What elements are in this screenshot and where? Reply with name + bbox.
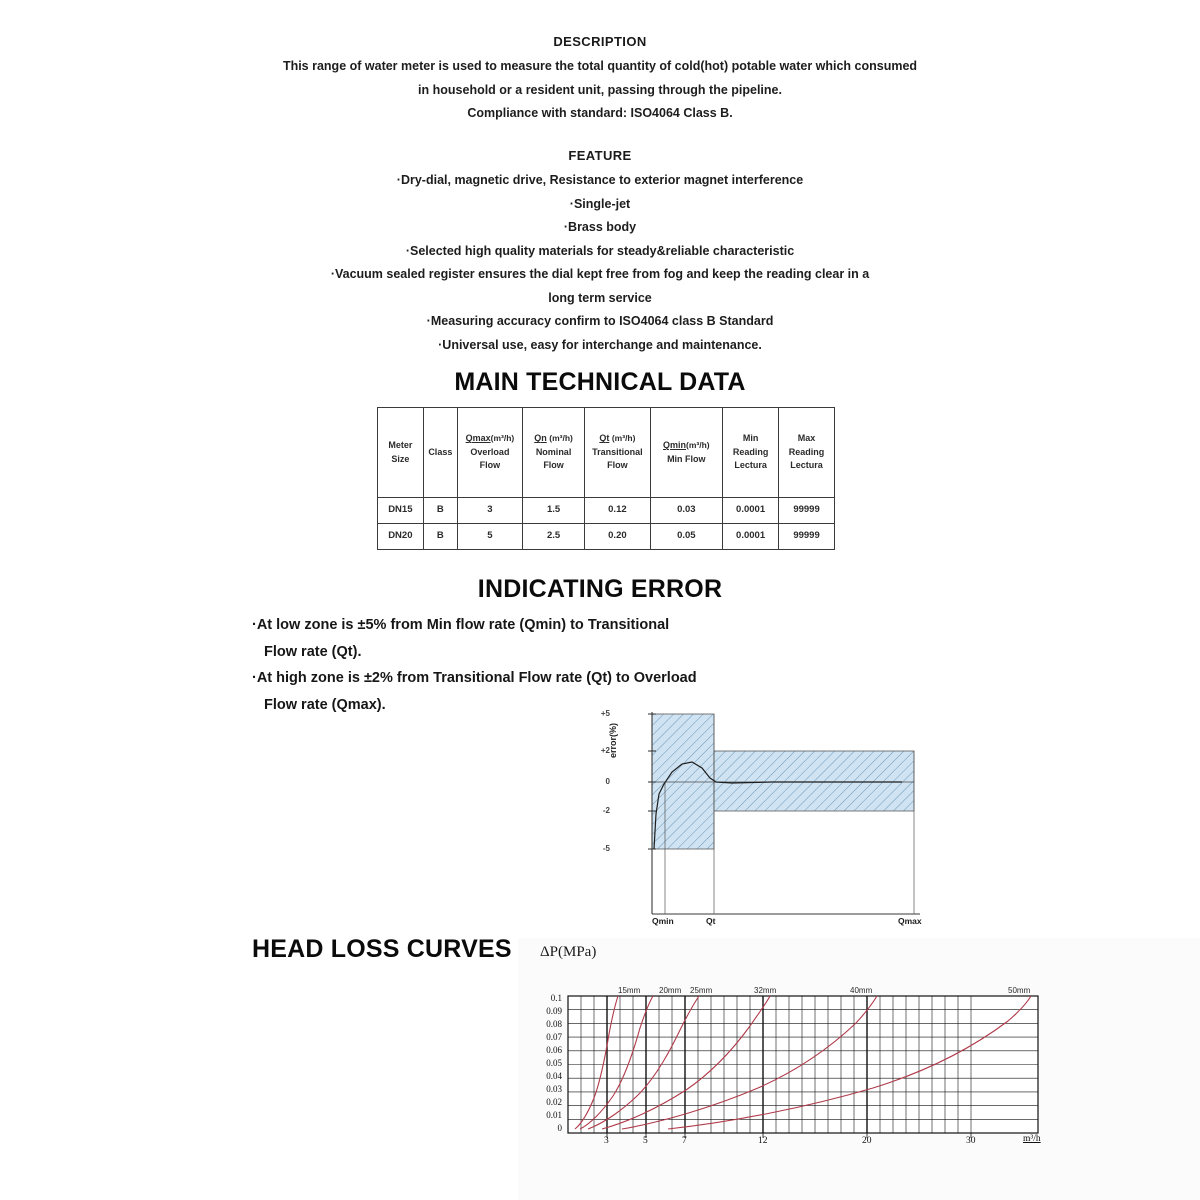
error-chart-svg bbox=[612, 706, 952, 938]
header-unit: (m³/h) bbox=[611, 433, 636, 444]
head-loss-top-label-32mm: 32mm bbox=[754, 986, 777, 995]
head-loss-curves-title: HEAD LOSS CURVES bbox=[252, 935, 512, 963]
head-loss-x-tick: 20 bbox=[862, 1136, 872, 1146]
head-loss-x-tick: 5 bbox=[643, 1136, 648, 1146]
head-loss-y-tick: 0.05 bbox=[546, 1058, 562, 1068]
description-line: Compliance with standard: ISO4064 Class B. bbox=[467, 106, 733, 120]
head-loss-y-tick: 0.1 bbox=[550, 993, 562, 1003]
main-technical-data-table bbox=[377, 407, 835, 550]
header-min-reading bbox=[723, 408, 779, 498]
head-loss-x-tick: 30 bbox=[966, 1136, 976, 1146]
cell-meter-size: DN20 bbox=[378, 524, 424, 550]
cell-qn: 2.5 bbox=[522, 524, 584, 550]
header-unit: (m³/h) bbox=[686, 440, 710, 450]
header-symbol: Qmax bbox=[465, 433, 491, 444]
header-line: Size bbox=[391, 453, 410, 464]
header-qmax bbox=[457, 408, 522, 498]
header-qmin bbox=[650, 408, 723, 498]
header-line: Min Flow bbox=[667, 453, 706, 464]
header-line: Nominal bbox=[535, 446, 572, 457]
feature-line: long term service bbox=[548, 290, 652, 305]
cell-max-reading: 99999 bbox=[779, 498, 835, 524]
cell-qmax: 5 bbox=[457, 524, 522, 550]
description-line: This range of water meter is used to measure the total quantity of cold(hot) potable water which consumed bbox=[282, 59, 918, 73]
header-line: Overload bbox=[470, 446, 510, 457]
error-chart-x-tick-qmax: Qmax bbox=[898, 916, 922, 926]
indicating-error-line: Flow rate (Qt). bbox=[264, 643, 362, 660]
head-loss-y-tick: 0.09 bbox=[546, 1006, 562, 1016]
indicating-error-chart bbox=[600, 706, 952, 938]
table-row bbox=[378, 524, 835, 550]
head-loss-x-axis-unit: m³/h bbox=[1023, 1134, 1041, 1144]
head-loss-chart-panel bbox=[518, 938, 1200, 1200]
head-loss-top-label-50mm: 50mm bbox=[1008, 986, 1031, 995]
low-zone-band bbox=[652, 714, 714, 849]
header-line: Min bbox=[742, 433, 759, 444]
cell-qt: 0.20 bbox=[585, 524, 650, 550]
head-loss-y-tick: 0.01 bbox=[546, 1110, 562, 1120]
head-loss-y-tick: 0.03 bbox=[546, 1084, 562, 1094]
high-zone-band bbox=[714, 751, 914, 811]
header-line: Class bbox=[428, 446, 453, 457]
head-loss-top-label-25mm: 25mm bbox=[690, 986, 713, 995]
cell-qmax: 3 bbox=[457, 498, 522, 524]
header-line: Meter bbox=[388, 440, 413, 450]
head-loss-y-axis-title: ΔP(MPa) bbox=[540, 944, 597, 960]
table-row bbox=[378, 498, 835, 524]
error-chart-y-axis-label: error(%) bbox=[608, 722, 618, 758]
table-header-row bbox=[378, 408, 835, 498]
description-heading: DESCRIPTION bbox=[553, 34, 647, 49]
feature-heading: FEATURE bbox=[568, 148, 632, 163]
main-technical-data-title: MAIN TECHNICAL DATA bbox=[454, 368, 746, 396]
header-unit: (m³/h) bbox=[490, 433, 515, 444]
head-loss-top-label-15mm: 15mm bbox=[618, 986, 641, 995]
header-symbol: Qmin bbox=[663, 440, 687, 450]
indicating-error-line: ·At high zone is ±2% from Transitional Flow rate (Qt) to Overload bbox=[252, 670, 697, 686]
header-qn bbox=[522, 408, 584, 498]
cell-meter-size: DN15 bbox=[378, 498, 424, 524]
head-loss-y-tick: 0.07 bbox=[546, 1032, 562, 1042]
header-symbol-row bbox=[459, 432, 521, 446]
feature-section bbox=[0, 148, 1200, 351]
head-loss-y-tick: 0.04 bbox=[546, 1071, 562, 1081]
head-loss-y-tick: 0.08 bbox=[546, 1019, 562, 1029]
description-section bbox=[0, 34, 1200, 120]
description-line: in household or a resident unit, passing through the pipeline. bbox=[418, 82, 782, 97]
main-technical-data-table-wrapper bbox=[377, 407, 835, 550]
header-line: Transitional bbox=[592, 446, 643, 457]
feature-line: ·Vacuum sealed register ensures the dial kept free from fog and keep the reading clear in a bbox=[330, 267, 870, 281]
cell-qmin: 0.03 bbox=[650, 498, 723, 524]
header-class bbox=[423, 408, 457, 498]
header-line: Reading bbox=[788, 446, 825, 457]
header-line: Max bbox=[797, 433, 816, 444]
feature-line: ·Brass body bbox=[563, 220, 637, 234]
indicating-error-line: Flow rate (Qmax). bbox=[264, 696, 386, 713]
cell-qmin: 0.05 bbox=[650, 524, 723, 550]
cell-min-reading: 0.0001 bbox=[723, 524, 779, 550]
error-chart-y-tick: +2 bbox=[600, 746, 610, 755]
head-loss-top-label-40mm: 40mm bbox=[850, 986, 873, 995]
error-chart-x-tick-qt: Qt bbox=[706, 916, 716, 926]
header-line: Reading bbox=[732, 446, 769, 457]
feature-line: ·Selected high quality materials for steady&reliable characteristic bbox=[405, 243, 795, 258]
head-loss-x-tick: 7 bbox=[682, 1136, 687, 1146]
header-meter-size bbox=[378, 408, 424, 498]
cell-qt: 0.12 bbox=[585, 498, 650, 524]
header-max-reading bbox=[779, 408, 835, 498]
header-line: Flow bbox=[479, 460, 501, 471]
head-loss-top-label-20mm: 20mm bbox=[659, 986, 682, 995]
header-qt bbox=[585, 408, 650, 498]
header-line: Flow bbox=[607, 460, 628, 471]
header-line: Lectura bbox=[790, 460, 823, 471]
head-loss-x-tick: 12 bbox=[758, 1136, 768, 1146]
head-loss-y-tick: 0.06 bbox=[546, 1045, 562, 1055]
indicating-error-title: INDICATING ERROR bbox=[477, 575, 723, 603]
head-loss-y-tick: 0 bbox=[557, 1123, 562, 1133]
head-loss-y-tick: 0.02 bbox=[546, 1097, 562, 1107]
cell-qn: 1.5 bbox=[522, 498, 584, 524]
header-symbol: Qn bbox=[534, 433, 547, 444]
cell-class: B bbox=[423, 524, 457, 550]
error-chart-y-tick: +5 bbox=[600, 709, 610, 718]
error-chart-y-tick: 0 bbox=[605, 777, 610, 786]
feature-line: ·Single-jet bbox=[569, 196, 631, 211]
header-symbol: Qt bbox=[599, 433, 610, 444]
feature-line: ·Measuring accuracy confirm to ISO4064 class B Standard bbox=[426, 314, 774, 328]
header-symbol-row bbox=[524, 432, 583, 446]
error-chart-x-tick-qmin: Qmin bbox=[652, 916, 674, 926]
feature-line: ·Dry-dial, magnetic drive, Resistance to exterior magnet interference bbox=[396, 173, 804, 187]
cell-max-reading: 99999 bbox=[779, 524, 835, 550]
cell-class: B bbox=[423, 498, 457, 524]
header-symbol-row bbox=[652, 439, 722, 453]
header-line: Lectura bbox=[734, 460, 767, 471]
header-unit: (m³/h) bbox=[549, 433, 573, 444]
header-symbol-row bbox=[586, 432, 648, 446]
header-line: Flow bbox=[543, 460, 564, 471]
indicating-error-line: ·At low zone is ±5% from Min flow rate (Qmin) to Transitional bbox=[252, 617, 670, 633]
head-loss-chart-svg bbox=[518, 938, 1200, 1200]
head-loss-x-tick: 3 bbox=[604, 1136, 609, 1146]
feature-line: ·Universal use, easy for interchange and maintenance. bbox=[438, 337, 762, 352]
error-chart-y-tick: -2 bbox=[602, 806, 610, 815]
error-chart-y-tick: -5 bbox=[602, 844, 610, 853]
cell-min-reading: 0.0001 bbox=[723, 498, 779, 524]
